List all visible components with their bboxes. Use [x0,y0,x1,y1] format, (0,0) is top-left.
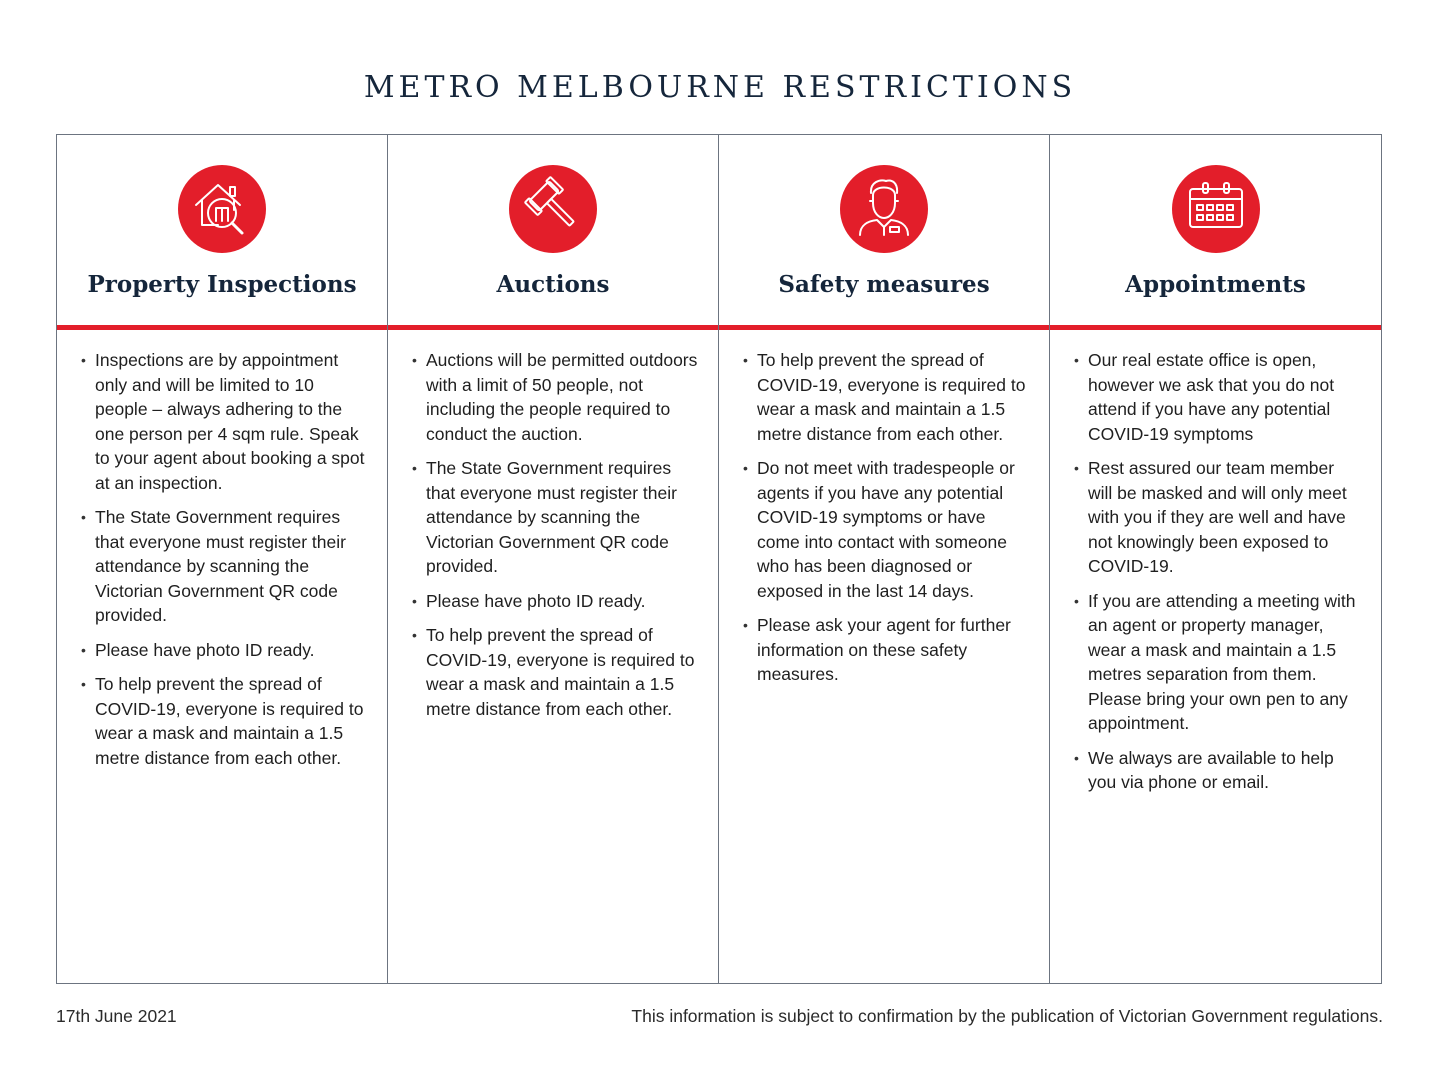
list-item: • To help prevent the spread of COVID-19, everyone is required to wear a mask and maintain a 1.5 metre distance from each other. [757,348,1029,446]
list-item: • Auctions will be permitted outdoors with a limit of 50 people, not including the people required to conduct the auction. [426,348,698,446]
column-appointments [1050,135,1381,983]
list-item: • If you are attending a meeting with an agent or property manager, wear a mask and maintain a 1.5 metres separation from them. Please bring your own pen to any appointment. [1088,589,1361,736]
bullet-list [388,330,718,721]
column-property-inspections [57,135,388,983]
bullet-list [57,330,387,770]
footer-date: 17th June 2021 [56,1006,177,1026]
list-item: • To help prevent the spread of COVID-19, everyone is required to wear a mask and maintain a 1.5 metre distance from each other. [95,672,367,770]
gavel-icon [509,165,597,253]
list-item: • The State Government requires that everyone must register their attendance by scanning the Victorian Government QR code provided. [95,505,367,628]
column-safety-measures [719,135,1050,983]
list-item: • Please have photo ID ready. [95,638,367,663]
footer-disclaimer: This information is subject to confirmation by the publication of Victorian Government regulations. [631,1006,1383,1026]
list-item: • Inspections are by appointment only and will be limited to 10 people – always adhering to the one person per 4 sqm rule. Speak to your agent about booking a spot at an inspection. [95,348,367,495]
list-item: • To help prevent the spread of COVID-19, everyone is required to wear a mask and maintain a 1.5 metre distance from each other. [426,623,698,721]
list-item: • The State Government requires that everyone must register their attendance by scanning the Victorian Government QR code provided. [426,456,698,579]
house-search-icon [178,165,266,253]
list-item: • Please have photo ID ready. [426,589,698,614]
column-title: Property Inspections [87,271,357,298]
list-item: • We always are available to help you via phone or email. [1088,746,1361,795]
column-title: Auctions [496,271,610,298]
column-auctions [388,135,719,983]
column-title: Appointments [1125,271,1306,298]
column-header [1050,135,1381,330]
column-header [57,135,387,330]
bullet-list [1050,330,1381,795]
page-title: METRO MELBOURNE RESTRICTIONS [363,70,1077,106]
column-header [388,135,718,330]
column-title: Safety measures [778,271,990,298]
list-item: • Do not meet with tradespeople or agents if you have any potential COVID-19 symptoms or have come into contact with someone who has been diagnosed or exposed in the last 14 days. [757,456,1029,603]
bullet-list [719,330,1049,687]
list-item: • Rest assured our team member will be masked and will only meet with you if they are well and have not knowingly been exposed to COVID-19. [1088,456,1361,579]
list-item: • Please ask your agent for further information on these safety measures. [757,613,1029,687]
list-item: • Our real estate office is open, however we ask that you do not attend if you have any potential COVID-19 symptoms [1088,348,1361,446]
column-header [719,135,1049,330]
restrictions-grid [56,134,1382,984]
calendar-icon [1172,165,1260,253]
person-icon [840,165,928,253]
